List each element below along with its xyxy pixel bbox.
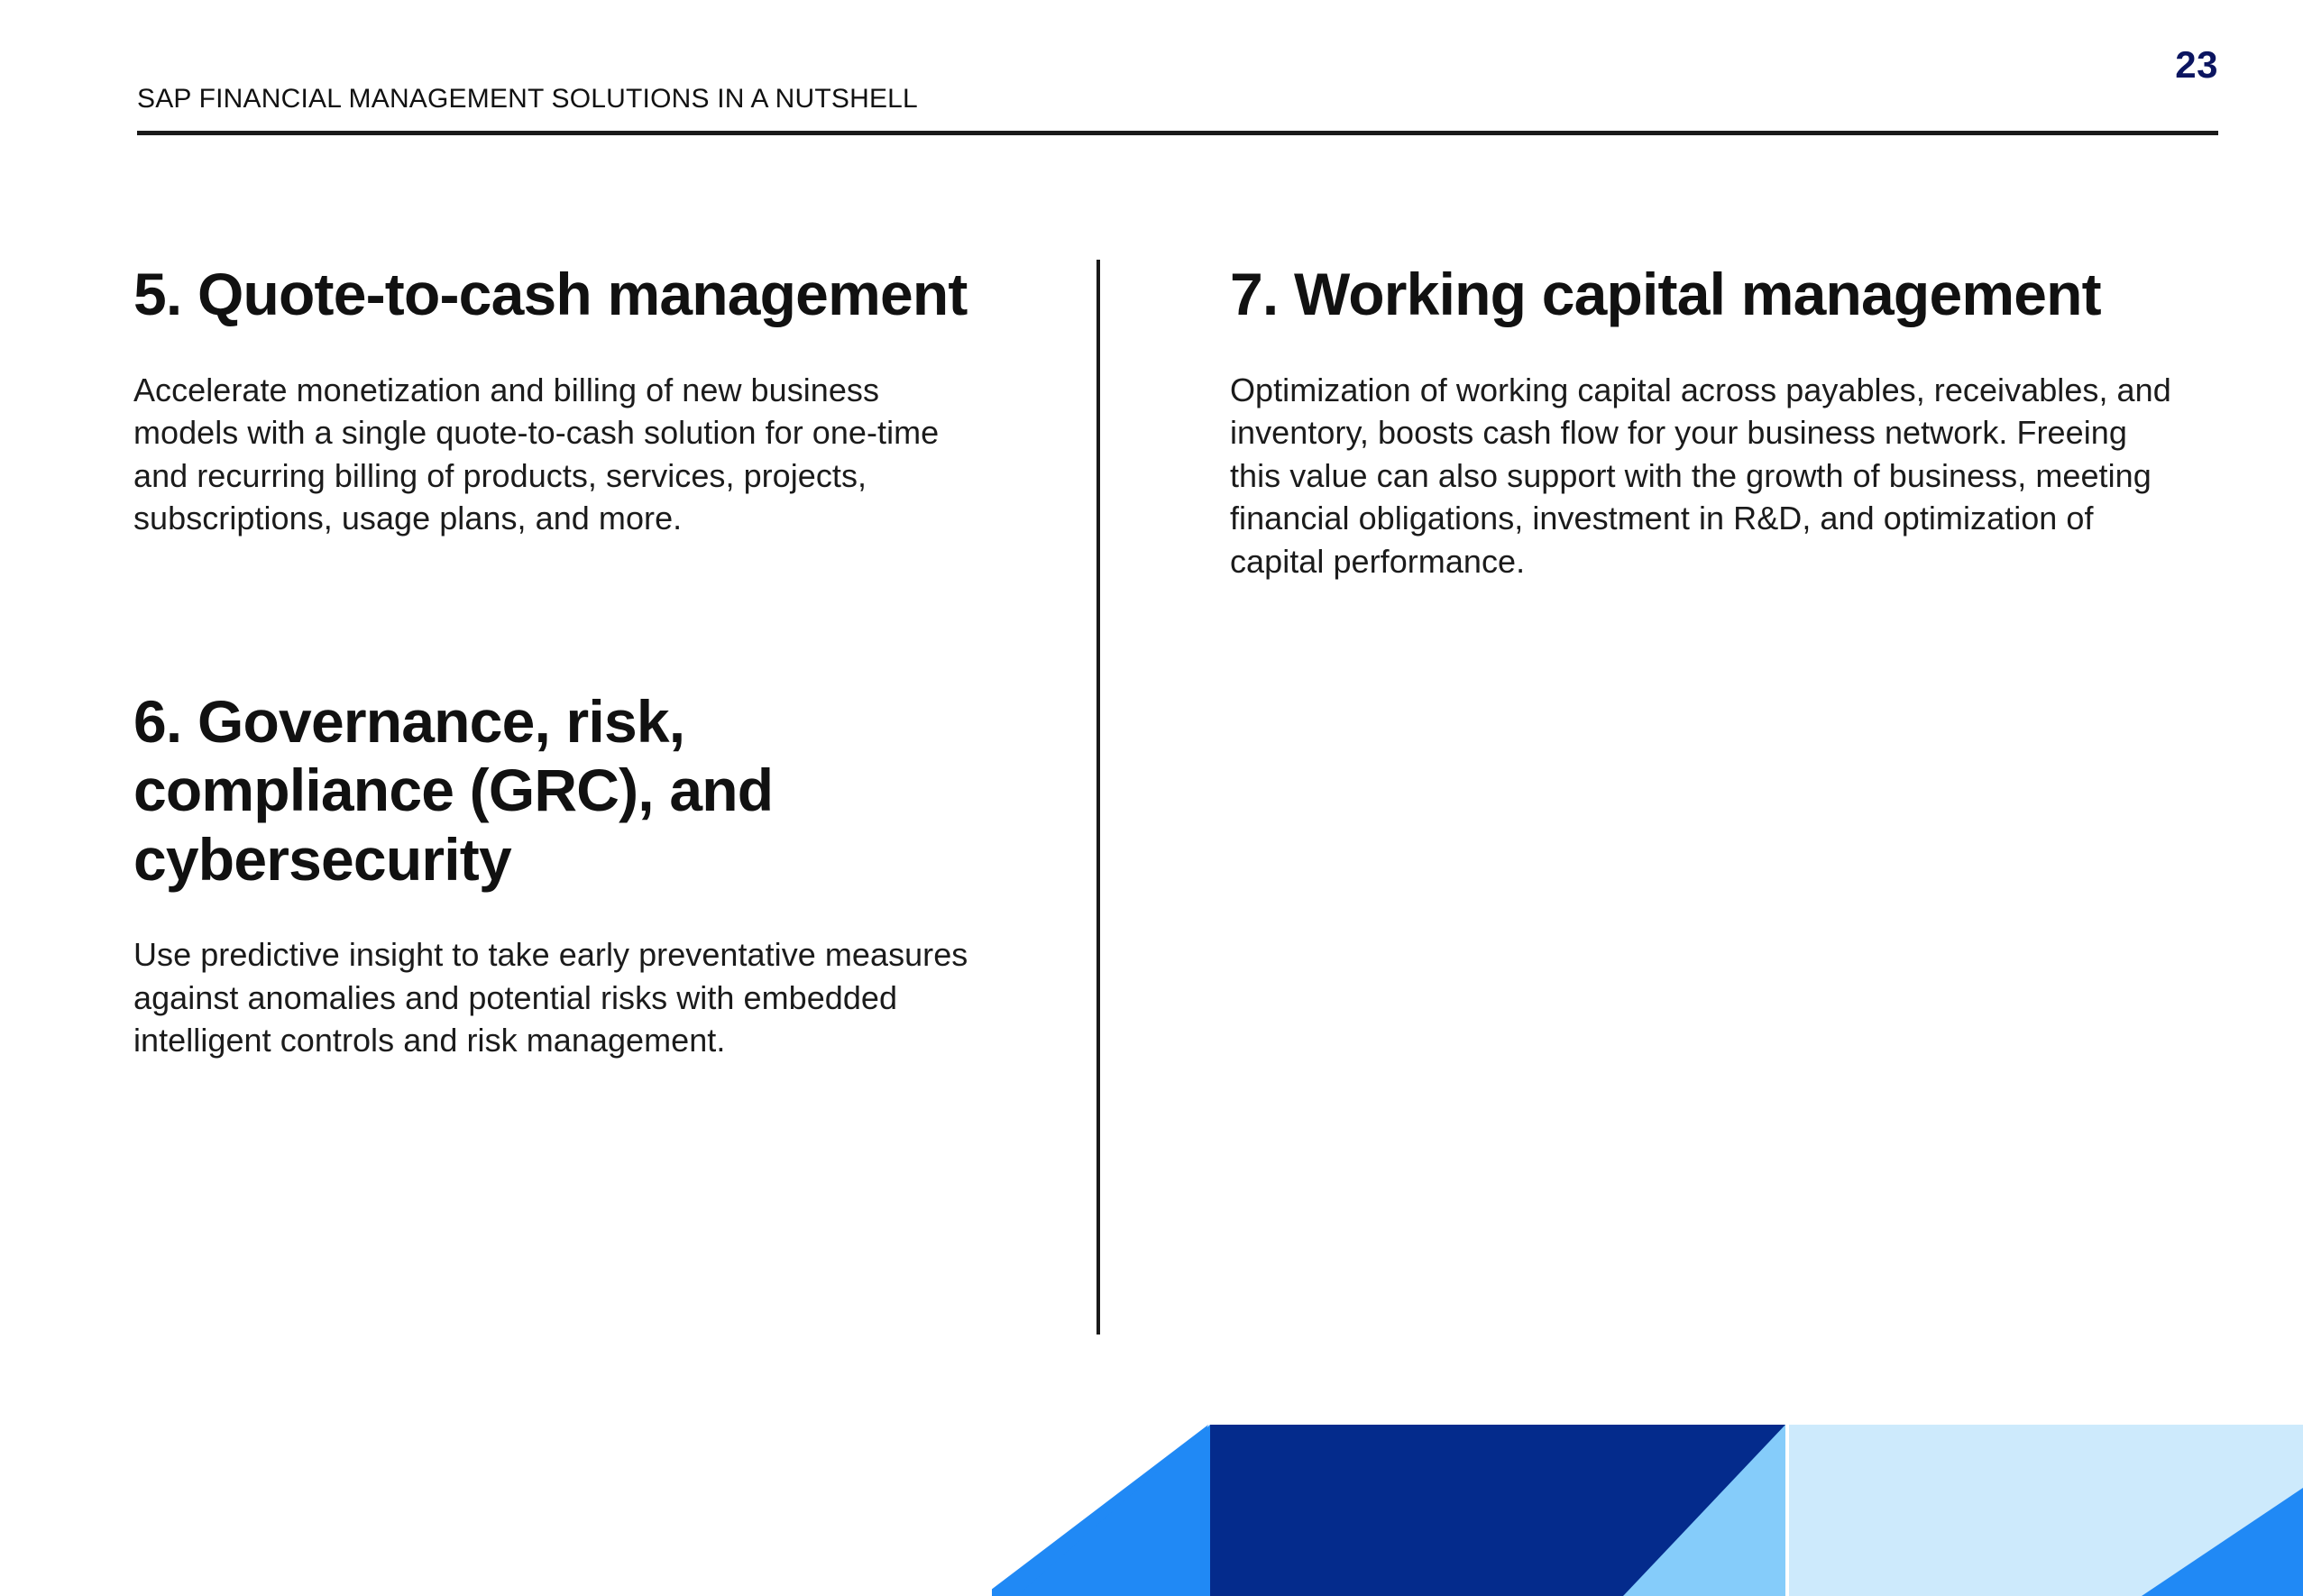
deco-shape-bright-blue-right <box>2142 1488 2303 1596</box>
deco-shape-pale-blue <box>1789 1425 2303 1596</box>
deco-shape-navy <box>1210 1425 1785 1596</box>
header-divider-rule <box>137 131 2218 135</box>
column-divider-rule <box>1096 260 1100 1335</box>
section-working-capital <box>1230 260 2186 582</box>
section-quote-to-cash <box>133 260 981 540</box>
deco-shape-bright-blue-left <box>992 1425 1208 1596</box>
decorative-parallelogram-svg <box>992 1371 2303 1596</box>
section-grc-cybersecurity <box>133 687 981 1062</box>
block-spacer <box>133 540 981 687</box>
right-column <box>1230 260 2186 582</box>
left-column <box>133 260 981 1062</box>
deco-shape-sky-blue-middle <box>1210 1425 1785 1596</box>
section-heading-quote-to-cash: 5. Quote-to-cash management <box>133 261 968 327</box>
section-heading-grc-cybersecurity: 6. Governance, risk, compliance (GRC), and cybersecurity <box>133 687 774 893</box>
deco-shape-bright-blue-left-fill <box>1017 1425 1210 1596</box>
decorative-parallelogram-band <box>992 1371 2303 1596</box>
page-number: 23 <box>2175 43 2218 86</box>
section-heading-working-capital: 7. Working capital management <box>1230 261 2101 327</box>
section-body-working-capital: Optimization of working capital across payables, receivables, and inventory, boosts cash flow for your business network. Freeing this value can also support with the growth of business, meeting financial obligations, investment in R&D, and optimization of capital performance. <box>1230 371 2171 580</box>
slide-header-title: SAP FINANCIAL MANAGEMENT SOLUTIONS IN A NUTSHELL <box>137 84 918 114</box>
section-body-grc-cybersecurity: Use predictive insight to take early preventative measures against anomalies and potential risks with embedded intelligent controls and risk management. <box>133 936 968 1059</box>
section-body-quote-to-cash: Accelerate monetization and billing of new business models with a single quote-to-cash solution for one-time and recurring billing of products, services, projects, subscriptions, usage plans, and more. <box>133 371 940 537</box>
